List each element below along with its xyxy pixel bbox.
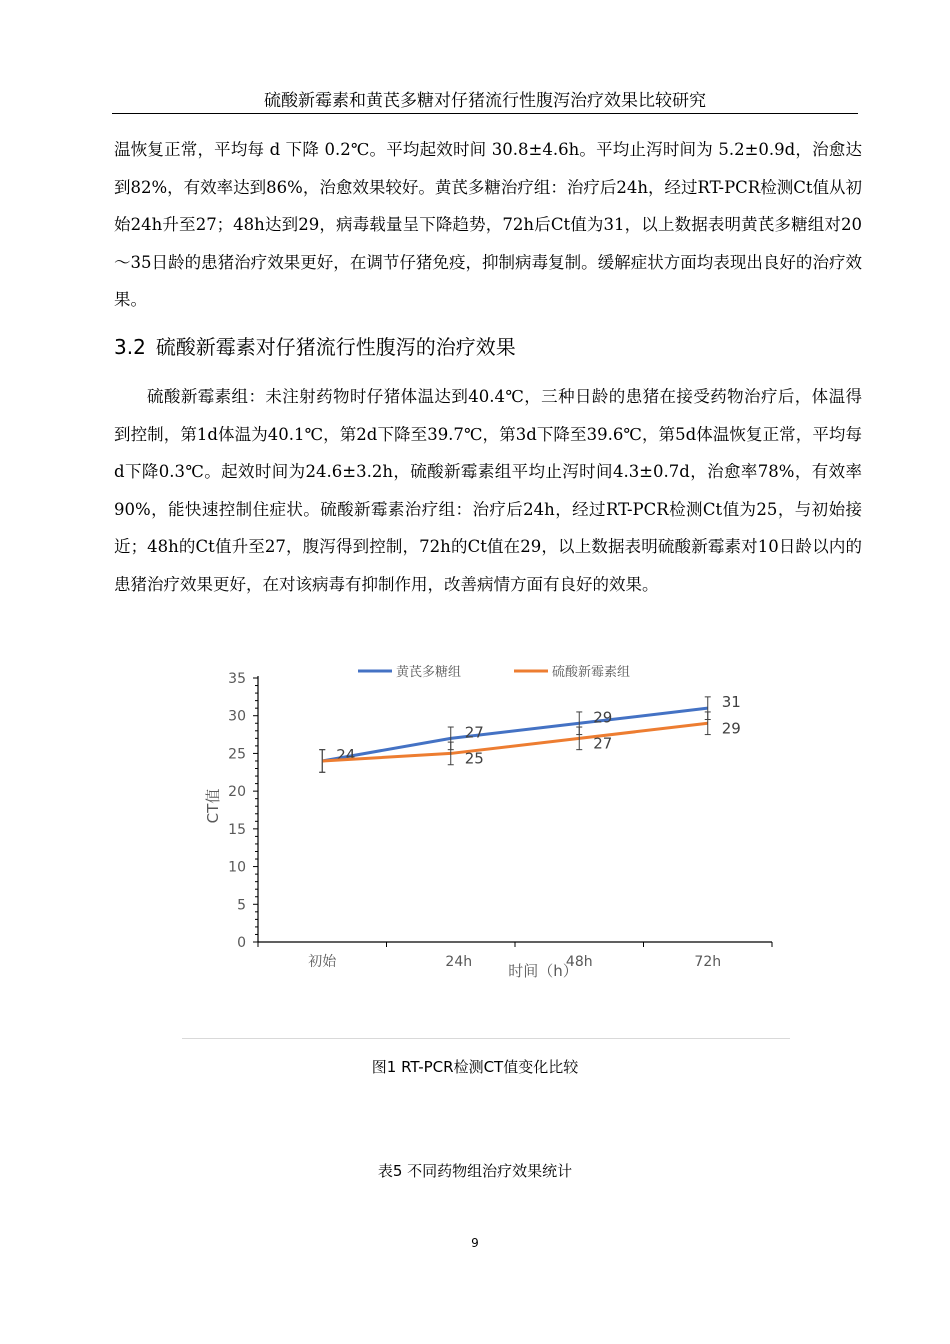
x-tick-label: 72h — [694, 954, 722, 970]
figure-caption: 图1 RT-PCR检测CT值变化比较 — [371, 1058, 579, 1076]
paragraph-neomycin: 硫酸新霉素组：未注射药物时仔猪体温达到40.4℃，三种日龄的患猪在接受药物治疗后，体温得到控制，第1d体温为40.1℃，第2d下降至39.7℃，第3d下降至39.6℃，第5d体温恢复正常，平均每d下降0.3℃。起效时间为24.6±3.2h，硫酸新霉素组平均止泻时间4.3±0.7d，治愈率78%，有效率90%，能快速控制住症状。硫酸新霉素治疗组：治疗后24h，经过RT-PCR检测Ct值为25，与初始接近；48h的Ct值升至27，腹泻得到控制，72h的Ct值在29，以上数据表明硫酸新霉素对10日龄以内的患猪治疗效果更好，在对该病毒有抑制作用，改善病情方面有良好的效果。 — [114, 387, 862, 594]
y-tick-label: 20 — [228, 784, 246, 801]
section-number: 3.2 — [114, 335, 146, 359]
x-tick-label: 初始 — [308, 954, 337, 970]
x-tick-label: 48h — [565, 954, 593, 970]
y-tick-label: 30 — [228, 708, 246, 725]
x-tick-label: 24h — [445, 954, 473, 970]
data-label: 27 — [464, 723, 484, 742]
legend-label: 硫酸新霉素组 — [552, 665, 631, 680]
y-tick-label: 0 — [237, 935, 246, 951]
series-line — [322, 723, 708, 761]
y-tick-label: 10 — [228, 859, 246, 876]
page-number: 9 — [471, 1236, 479, 1250]
header-rule — [112, 113, 858, 114]
data-label: 27 — [593, 734, 613, 753]
y-tick-label: 15 — [228, 821, 246, 838]
ct-line-chart — [182, 650, 792, 990]
x-axis-title: 时间（h） — [508, 962, 578, 980]
section-title: 硫酸新霉素对仔猪流行性腹泻的治疗效果 — [155, 335, 516, 359]
legend-label: 黄芪多糖组 — [396, 665, 462, 680]
y-tick-label: 35 — [228, 671, 246, 687]
series-line — [322, 708, 708, 761]
table-caption: 表5 不同药物组治疗效果统计 — [377, 1162, 573, 1180]
data-label: 31 — [721, 693, 741, 712]
data-label: 29 — [593, 708, 613, 727]
y-tick-label: 5 — [237, 897, 246, 914]
chart-svg — [182, 650, 792, 990]
y-tick-label: 25 — [228, 746, 246, 763]
data-label: 25 — [464, 749, 484, 768]
chart-border-rule — [182, 1038, 790, 1039]
paragraph-continuation: 温恢复正常，平均每 d 下降 0.2℃。平均起效时间 30.8±4.6h。平均止泻时间为 5.2±0.9d，治愈达到82%，有效率达到86%，治愈效果较好。黄芪多糖治疗组：治疗后24h，经过RT-PCR检测Ct值从初始24h升至27；48h达到29，病毒载量呈下降趋势，72h后Ct值为31，以上数据表明黄芪多糖组对20～35日龄的患猪治疗效果更好，在调节仔猪免疫，抑制病毒复制。缓解症状方面均表现出良好的治疗效果。 — [114, 140, 862, 310]
data-label: 24 — [336, 745, 356, 764]
data-label: 29 — [721, 719, 741, 738]
y-axis-title: CT值 — [204, 788, 222, 824]
running-header: 硫酸新霉素和黄芪多糖对仔猪流行性腹泻治疗效果比较研究 — [264, 91, 706, 111]
section-heading — [114, 332, 516, 362]
